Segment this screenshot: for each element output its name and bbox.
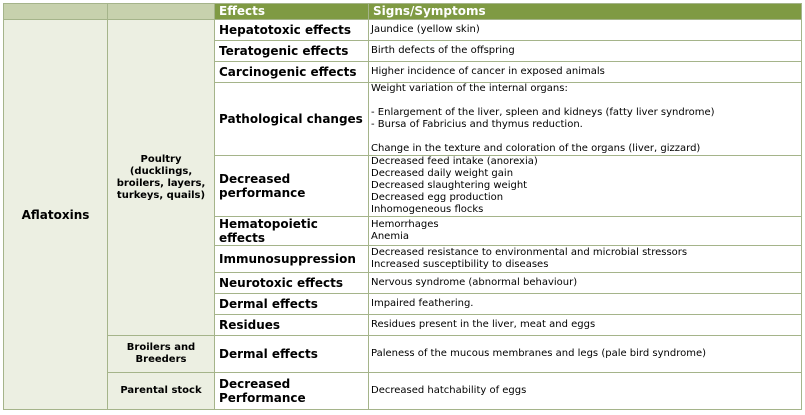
sign-line: Decreased daily weight gain: [371, 168, 514, 179]
signs-cell: [369, 294, 802, 315]
sign-line: Higher incidence of cancer in exposed animals: [371, 66, 605, 77]
table-row: [4, 336, 802, 373]
effect-cell: Decreased performance: [215, 156, 369, 217]
header-blank-species: [108, 4, 215, 20]
sign-line: Residues present in the liver, meat and eggs: [371, 319, 596, 330]
signs-cell: [369, 20, 802, 41]
effect-cell: Immunosuppression: [215, 246, 369, 273]
signs-cell: [369, 373, 802, 410]
sign-line: - Bursa of Fabricius and thymus reduction.: [371, 119, 583, 130]
effect-cell: Pathological changes: [215, 83, 369, 156]
signs-cell: [369, 83, 802, 156]
header-signs-symptoms: Signs/Symptoms: [369, 4, 802, 20]
signs-cell: [369, 62, 802, 83]
table-header-row: [4, 4, 802, 20]
effect-cell: Dermal effects: [215, 336, 369, 373]
table-row: [4, 20, 802, 41]
effect-cell: Neurotoxic effects: [215, 273, 369, 294]
sign-line: Nervous syndrome (abnormal behaviour): [371, 277, 578, 288]
sign-spacer: [371, 95, 799, 107]
sign-line: - Enlargement of the liver, spleen and kidneys (fatty liver syndrome): [371, 107, 715, 118]
signs-cell: [369, 336, 802, 373]
sign-line: Decreased egg production: [371, 192, 504, 203]
effect-cell: Decreased Performance: [215, 373, 369, 410]
sign-line: Inhomogeneous flocks: [371, 204, 484, 215]
sign-line: Anemia: [371, 231, 409, 242]
header-effects: Effects: [215, 4, 369, 20]
table-row: [4, 373, 802, 410]
sign-spacer: [371, 131, 799, 143]
signs-cell: [369, 273, 802, 294]
sign-line: Jaundice (yellow skin): [371, 24, 480, 35]
effect-cell: Hepatotoxic effects: [215, 20, 369, 41]
signs-cell: [369, 41, 802, 62]
sign-line: Decreased resistance to environmental and microbial stressors: [371, 247, 688, 258]
species-poultry-cell: Poultry (ducklings, broilers, layers, turkeys, quails): [108, 20, 215, 336]
header-blank-agent: [4, 4, 108, 20]
signs-cell: [369, 156, 802, 217]
sign-line: Decreased feed intake (anorexia): [371, 156, 538, 167]
aflatoxin-effects-table: [3, 3, 802, 410]
effect-cell: Residues: [215, 315, 369, 336]
effect-cell: Hematopoietic effects: [215, 217, 369, 246]
sign-line: Increased susceptibility to diseases: [371, 259, 549, 270]
effect-cell: Teratogenic effects: [215, 41, 369, 62]
sign-line: Decreased hatchability of eggs: [371, 385, 527, 396]
sign-line: Decreased slaughtering weight: [371, 180, 528, 191]
aflatoxin-effects-table-wrapper: [3, 3, 802, 410]
sign-line: Paleness of the mucous membranes and legs (pale bird syndrome): [371, 348, 707, 359]
sign-line: Birth defects of the offspring: [371, 45, 515, 56]
sign-line: Hemorrhages: [371, 219, 439, 230]
effect-cell: Carcinogenic effects: [215, 62, 369, 83]
species-parental-stock-cell: Parental stock: [108, 373, 215, 410]
sign-line: Weight variation of the internal organs:: [371, 83, 568, 94]
species-broilers-breeders-cell: Broilers and Breeders: [108, 336, 215, 373]
sign-line: Impaired feathering.: [371, 298, 474, 309]
effect-cell: Dermal effects: [215, 294, 369, 315]
signs-cell: [369, 246, 802, 273]
signs-cell: [369, 315, 802, 336]
mycotoxin-name-cell: Aflatoxins: [4, 20, 108, 410]
sign-line: Change in the texture and coloration of the organs (liver, gizzard): [371, 143, 701, 154]
signs-cell: [369, 217, 802, 246]
